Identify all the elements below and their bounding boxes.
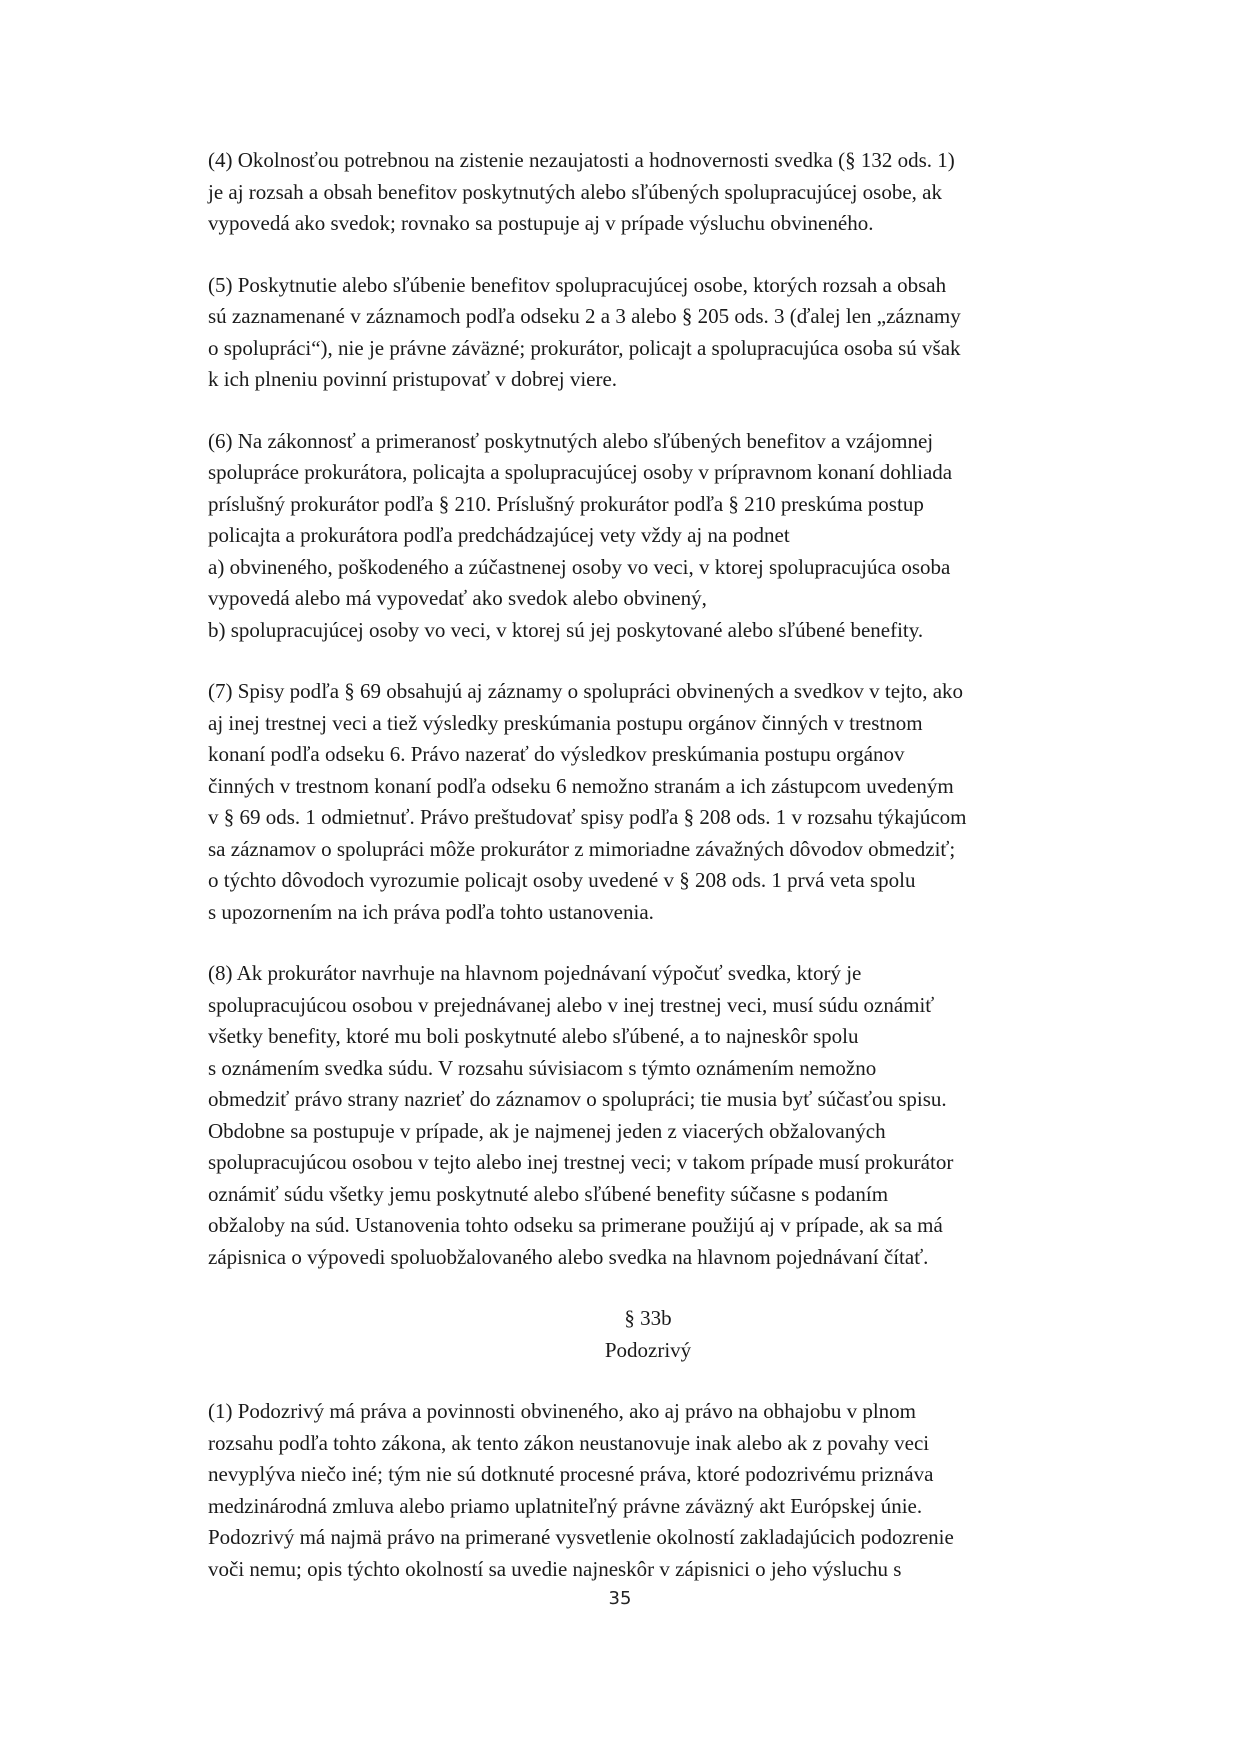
- paragraph-line: konaní podľa odseku 6. Právo nazerať do výsledkov preskúmania postupu orgánov: [208, 742, 905, 766]
- paragraph-line: aj inej trestnej veci a tiež výsledky preskúmania postupu orgánov činných v trestnom: [208, 710, 923, 735]
- paragraph-line: vypovedá alebo má vypovedať ako svedok alebo obvinený,: [208, 586, 707, 610]
- paragraph-5: [208, 270, 1088, 396]
- paragraph-line: a) obvineného, poškodeného a zúčastnenej osoby vo veci, v ktorej spolupracujúca osoba: [208, 554, 951, 579]
- paragraph-line: rozsahu podľa tohto zákona, ak tento zákon neustanovuje inak alebo ak z povahy veci: [208, 1430, 930, 1455]
- paragraph-section-1: [208, 1396, 1088, 1585]
- paragraph-line: spolupráce prokurátora, policajta a spolupracujúcej osoby v prípravnom konaní dohliada: [208, 460, 953, 484]
- paragraph-line: voči nemu; opis týchto okolností sa uvedie najneskôr v zápisnici o jeho výsluchu s: [208, 1556, 902, 1581]
- paragraph-line: k ich plneniu povinní pristupovať v dobrej viere.: [208, 367, 618, 391]
- section-title: Podozrivý: [604, 1337, 692, 1362]
- paragraph-line: spolupracujúcou osobou v tejto alebo inej trestnej veci; v takom prípade musí prokurátor: [208, 1150, 954, 1174]
- paragraph-line: Obdobne sa postupuje v prípade, ak je najmenej jeden z viacerých obžalovaných: [208, 1118, 886, 1143]
- paragraph-line: (1) Podozrivý má práva a povinnosti obvineného, ako aj právo na obhajobu v plnom: [208, 1399, 917, 1423]
- paragraph-line: b) spolupracujúcej osoby vo veci, v ktorej sú jej poskytované alebo sľúbené benefity.: [208, 617, 924, 642]
- paragraph-line: o spolupráci“), nie je právne záväzné; prokurátor, policajt a spolupracujúca osoba sú však: [208, 335, 961, 360]
- paragraph-line: o týchto dôvodoch vyrozumie policajt osoby uvedené v § 208 ods. 1 prvá veta spolu: [208, 868, 916, 892]
- paragraph-line: (7) Spisy podľa § 69 obsahujú aj záznamy o spolupráci obvinených a svedkov v tejto, ako: [208, 679, 964, 703]
- paragraph-line: sú zaznamenané v záznamoch podľa odseku 2 a 3 alebo § 205 ods. 3 (ďalej len „záznamy: [208, 304, 961, 328]
- paragraph-line: oznámiť súdu všetky jemu poskytnuté alebo sľúbené benefity súčasne s podaním: [208, 1181, 889, 1206]
- document-body: [208, 145, 1088, 1615]
- paragraph-line: obžaloby na súd. Ustanovenia tohto odseku sa primerane použijú aj v prípade, ak sa má: [208, 1213, 943, 1237]
- paragraph-line: príslušný prokurátor podľa § 210. Príslušný prokurátor podľa § 210 preskúma postup: [208, 491, 924, 516]
- paragraph-line: v § 69 ods. 1 odmietnuť. Právo preštudovať spisy podľa § 208 ods. 1 v rozsahu týkajúcom: [208, 805, 967, 829]
- paragraph-line: sa záznamov o spolupráci môže prokurátor z mimoriadne závažných dôvodov obmedziť;: [208, 836, 956, 861]
- paragraph-line: policajta a prokurátora podľa predchádzajúcej vety vždy aj na podnet: [208, 523, 790, 547]
- page-number: 35: [608, 1588, 632, 1609]
- paragraph-line: Podozrivý má najmä právo na primerané vysvetlenie okolností zakladajúcich podozrenie: [208, 1525, 954, 1549]
- section-heading: [208, 1303, 1088, 1366]
- paragraph-line: medzinárodná zmluva alebo priamo uplatniteľný právne záväzný akt Európskej únie.: [208, 1493, 923, 1518]
- section-number: § 33b: [624, 1306, 672, 1330]
- paragraph-line: (6) Na zákonnosť a primeranosť poskytnutých alebo sľúbených benefitov a vzájomnej: [208, 428, 934, 453]
- paragraph-line: spolupracujúcou osobou v prejednávanej alebo v inej trestnej veci, musí súdu oznámiť: [208, 992, 935, 1017]
- paragraph-line: obmedziť právo strany nazrieť do záznamov o spolupráci; tie musia byť súčasťou spisu.: [208, 1087, 947, 1111]
- paragraph-6: [208, 426, 1088, 647]
- paragraph-4: [208, 145, 1088, 240]
- paragraph-line: (4) Okolnosťou potrebnou na zistenie nezaujatosti a hodnovernosti svedka (§ 132 ods. 1): [208, 148, 955, 172]
- paragraph-line: činných v trestnom konaní podľa odseku 6 nemožno stranám a ich zástupcom uvedeným: [208, 773, 954, 798]
- paragraph-line: zápisnica o výpovedi spoluobžalovaného alebo svedka na hlavnom pojednávaní čítať.: [208, 1244, 929, 1269]
- paragraph-8: [208, 958, 1088, 1273]
- paragraph-7: [208, 676, 1088, 928]
- paragraph-line: je aj rozsah a obsah benefitov poskytnutých alebo sľúbených spolupracujúcej osobe, ak: [208, 179, 942, 204]
- paragraph-line: nevyplýva niečo iné; tým nie sú dotknuté procesné práva, ktoré podozrivému priznáva: [208, 1462, 934, 1486]
- paragraph-line: s oznámením svedka súdu. V rozsahu súvisiacom s týmto oznámením nemožno: [208, 1055, 877, 1080]
- paragraph-line: s upozornením na ich práva podľa tohto ustanovenia.: [208, 899, 654, 924]
- paragraph-line: všetky benefity, ktoré mu boli poskytnuté alebo sľúbené, a to najneskôr spolu: [208, 1024, 859, 1048]
- paragraph-line: vypovedá ako svedok; rovnako sa postupuje aj v prípade výsluchu obvineného.: [208, 211, 874, 235]
- paragraph-line: (5) Poskytnutie alebo sľúbenie benefitov spolupracujúcej osobe, ktorých rozsah a obsah: [208, 272, 947, 297]
- paragraph-line: (8) Ak prokurátor navrhuje na hlavnom pojednávaní výpočuť svedka, ktorý je: [208, 961, 862, 985]
